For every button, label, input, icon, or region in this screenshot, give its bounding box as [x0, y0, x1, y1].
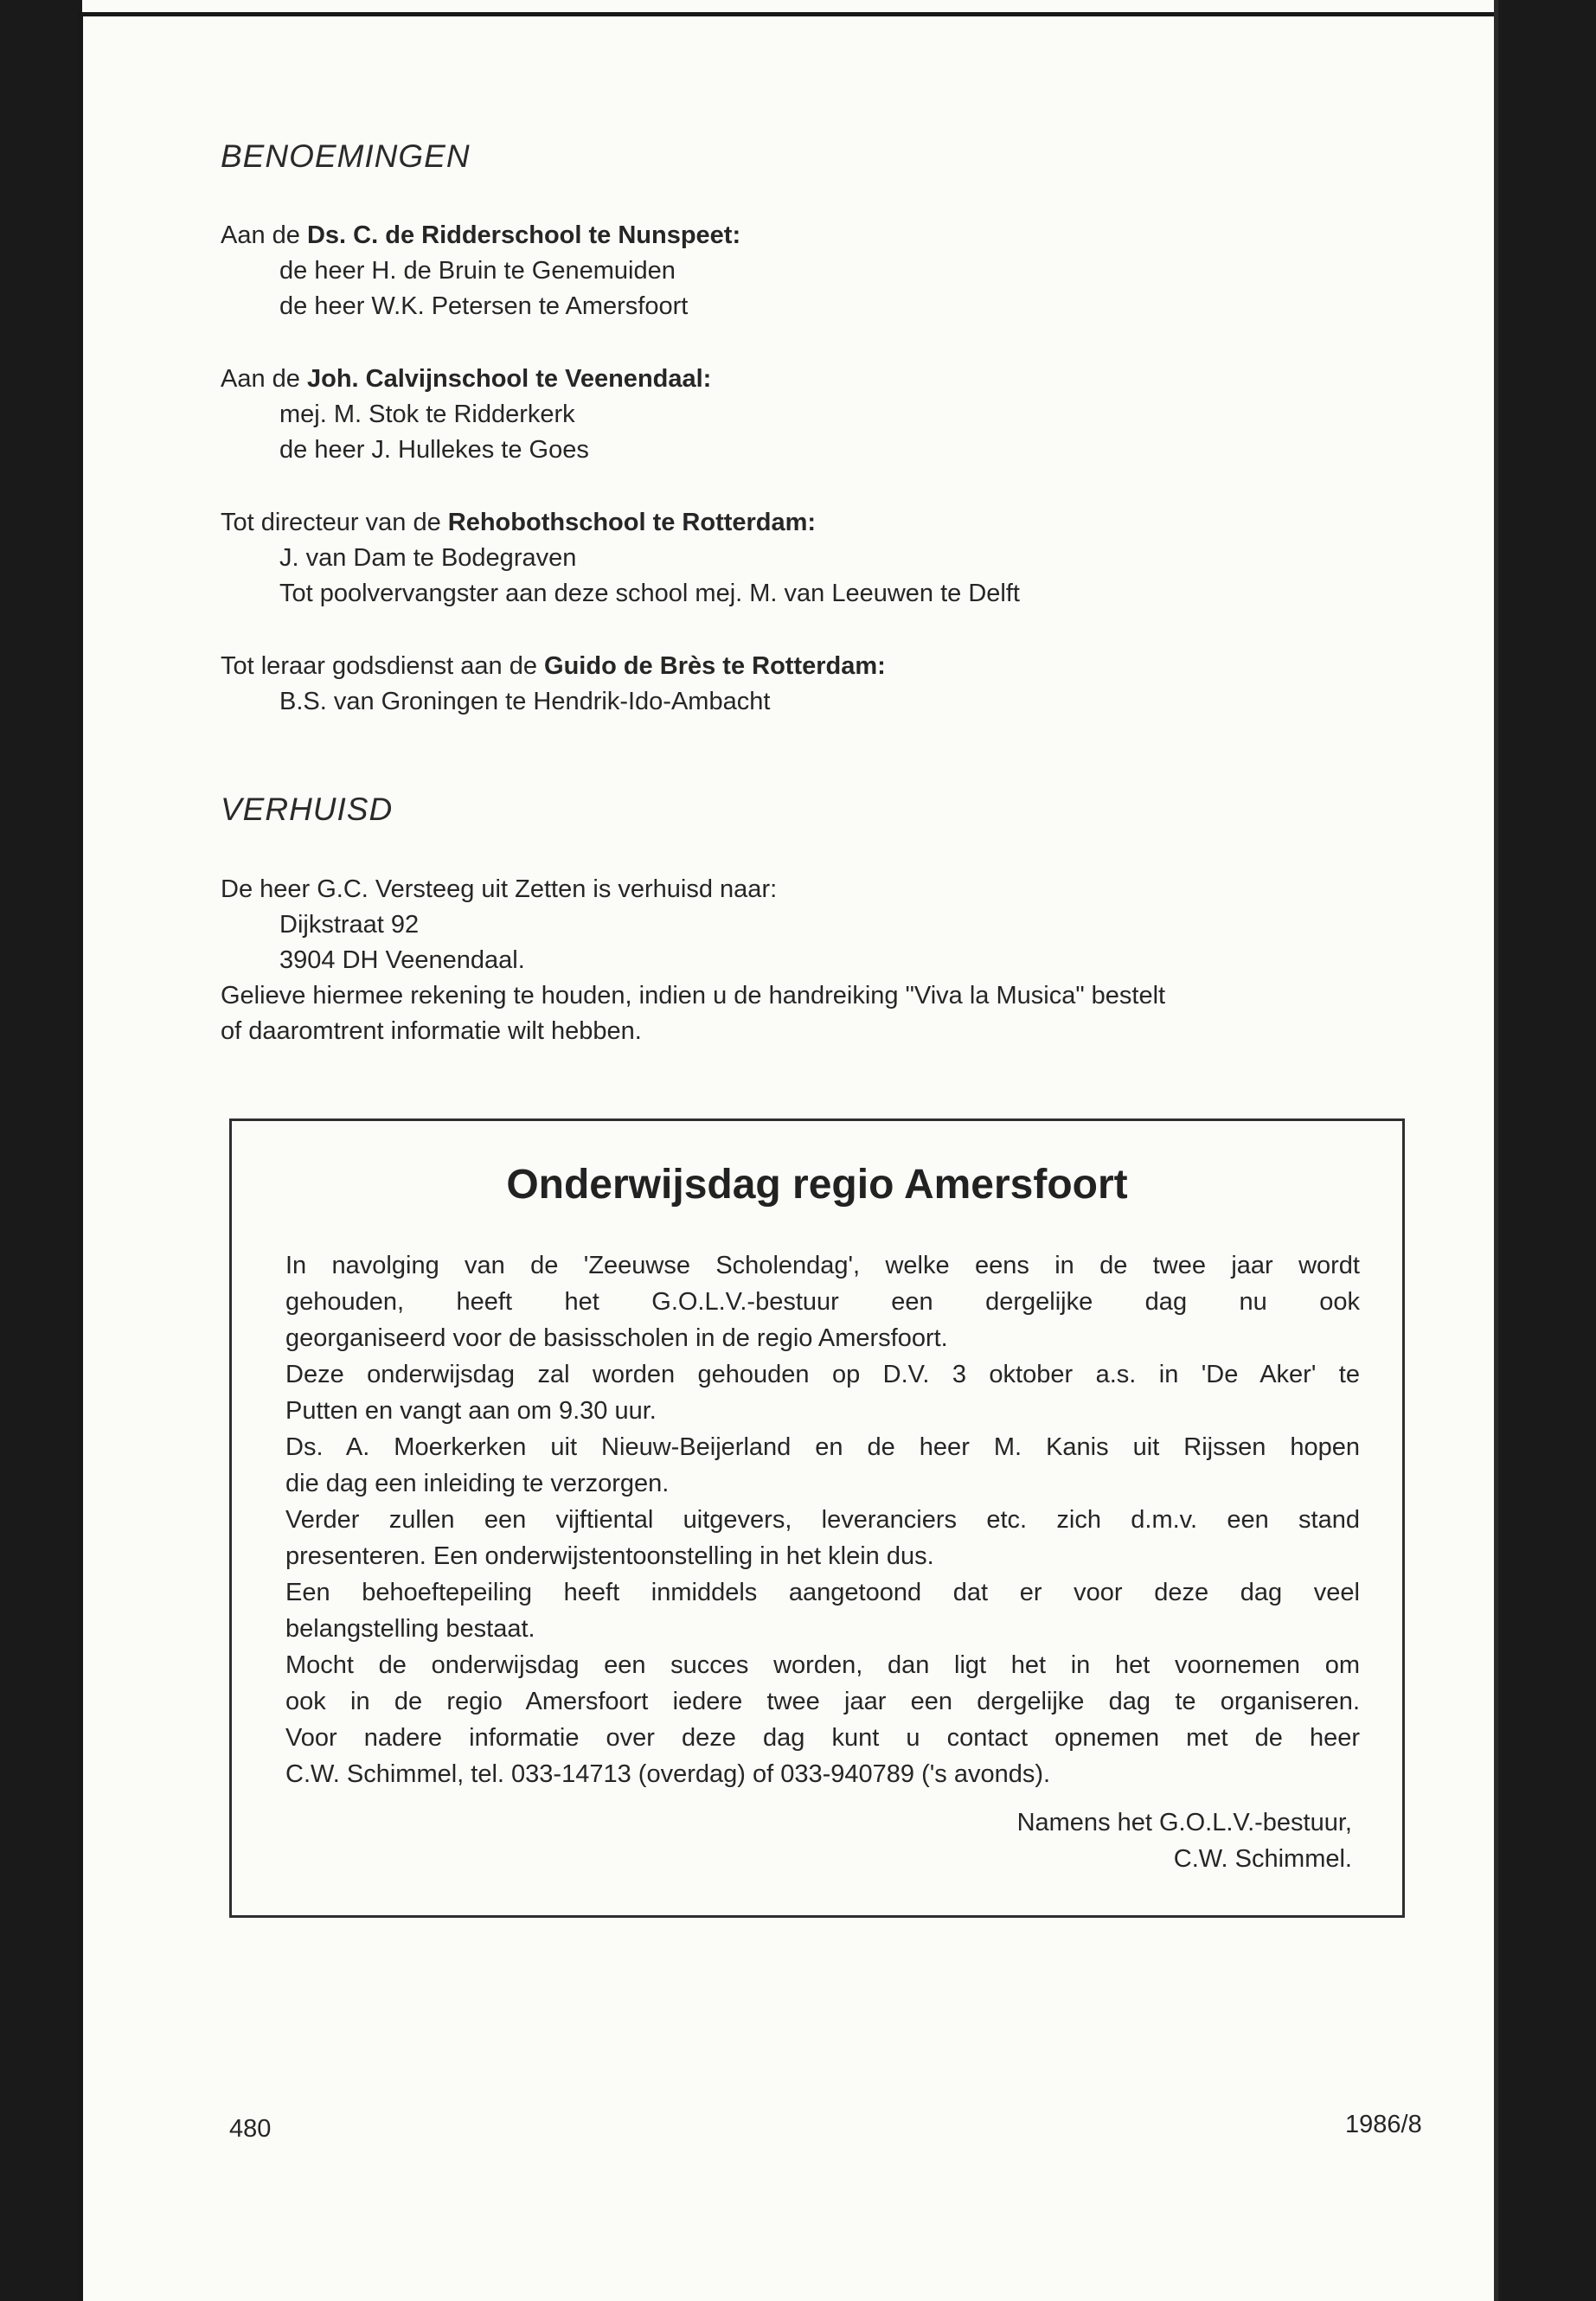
address-city: 3904 DH Veenendaal.	[279, 946, 525, 974]
page-number: 480	[229, 2115, 272, 2143]
appointee: de heer W.K. Petersen te Amersfoort	[279, 292, 689, 320]
announcement-paragraph: In navolging van de 'Zeeuwse Scholendag', welke eens in de twee jaar wordt gehouden, heeft het G.O.L.V.-bestuur een dergelijke dag nu ook georganiseerd voor de basisscholen in de regio Amersfoort. Deze onderwijsdag zal worden gehouden op D.V. 3 oktober a.s. in 'De Aker' te Putten en vangt aan om 9.30 uur. Ds. A. Moerkerken uit Nieuw-Beijerland en de heer M. Kanis uit Rijssen hopen die dag een inleiding te verzorgen. Verder zullen een vijftiental uitgevers, leveranciers etc. zich d.m.v. een stand presenteren. Een onderwijstentoonstelling in het klein dus. Een behoeftepeiling heeft inmiddels aangetoond dat er voor deze dag veel belangstelling bestaat. Mocht de onderwijsdag een succes worden, dan ligt het in het voornemen om ook in de regio Amersfoort iedere twee jaar een dergelijke dag te organiseren. Voor nadere informatie over deze dag kunt u contact opnemen met de heer C.W. Schimmel, tel. 033-14713 (overdag) of 033-940789 ('s avonds).	[285, 1252, 1360, 1788]
scan-border-top	[78, 12, 1498, 16]
verhuisd-intro: De heer G.C. Versteeg uit Zetten is verhuisd naar:	[221, 875, 778, 903]
entry-school-line: Aan de Ds. C. de Ridderschool te Nunspeet:	[221, 221, 741, 249]
verhuisd-note: Gelieve hiermee rekening te houden, indien u de handreiking "Viva la Musica" bestelt	[221, 982, 1166, 1009]
school-name: Ds. C. de Ridderschool te Nunspeet:	[306, 221, 741, 249]
address-street: Dijkstraat 92	[279, 911, 420, 939]
appointee: J. van Dam te Bodegraven	[279, 544, 577, 572]
scan-border-left	[78, 12, 83, 2301]
benoemingen-heading: BENOEMINGEN	[221, 138, 471, 174]
onderwijsdag-announcement-box	[229, 1118, 1405, 1918]
entry-school-line: Tot leraar godsdienst aan de Guido de Brès te Rotterdam:	[221, 652, 886, 680]
entry-school-line: Tot directeur van de Rehobothschool te Rotterdam:	[221, 509, 817, 536]
verhuisd-note: of daaromtrent informatie wilt hebben.	[221, 1017, 642, 1045]
school-name: Joh. Calvijnschool te Veenendaal:	[306, 365, 712, 393]
entry-school-line: Aan de Joh. Calvijnschool te Veenendaal:	[221, 365, 712, 393]
school-name: Guido de Brès te Rotterdam:	[544, 652, 886, 680]
school-name: Rehobothschool te Rotterdam:	[447, 509, 817, 536]
scan-border-right	[1494, 0, 1498, 2301]
issue-number: 1986/8	[1345, 2111, 1422, 2138]
appointee: de heer H. de Bruin te Genemuiden	[279, 257, 676, 285]
appointee: Tot poolvervangster aan deze school mej. M. van Leeuwen te Delft	[279, 580, 1020, 607]
appointee: B.S. van Groningen te Hendrik-Ido-Ambacht	[279, 688, 771, 715]
announcement-title: Onderwijsdag regio Amersfoort	[506, 1162, 1128, 1208]
verhuisd-heading: VERHUISD	[221, 792, 394, 827]
appointee: de heer J. Hullekes te Goes	[279, 436, 589, 464]
appointee: mej. M. Stok te Ridderkerk	[279, 401, 575, 428]
announcement-signature: Namens het G.O.L.V.-bestuur, C.W. Schimmel.	[1016, 1809, 1352, 1873]
